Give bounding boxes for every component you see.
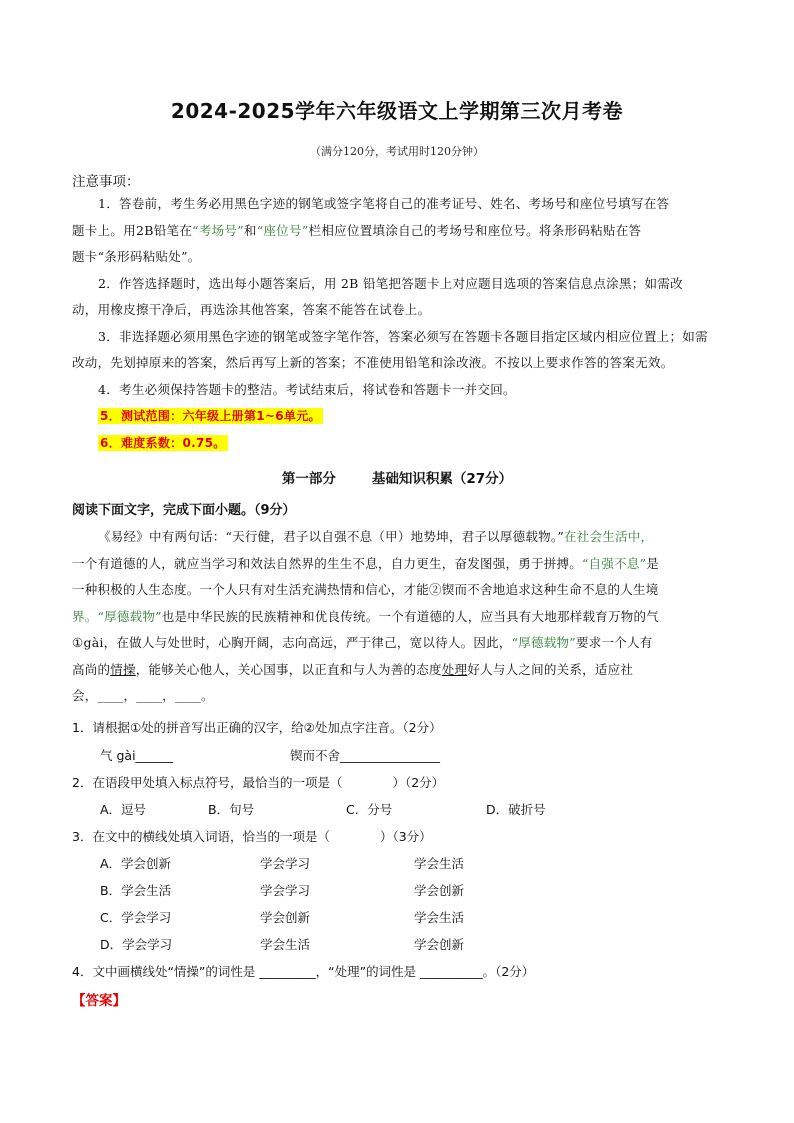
- question-3-option-b[interactable]: B．学会生活: [100, 883, 172, 898]
- question-1-blank-1[interactable]: 气 gài______: [100, 748, 174, 763]
- question-3-option-c-3: 学会生活: [414, 910, 465, 925]
- question-3: 3．在文中的横线处填入词语，恰当的一项是（ ）（3分）: [72, 829, 432, 844]
- notice-6: 6．难度系数：0.75。: [100, 435, 226, 450]
- question-2: 2．在语段甲处填入标点符号，最恰当的一项是（ ）（2分）: [72, 775, 445, 790]
- question-1-blank-2[interactable]: 锲而不舍________________: [290, 748, 441, 763]
- question-2-option-d[interactable]: D．破折号: [486, 802, 546, 817]
- question-3-option-b-2: 学会学习: [260, 883, 311, 898]
- question-1: 1．请根据①处的拼音写出正确的汉字，给②处加点字注音。（2分）: [72, 720, 442, 735]
- question-4: [72, 962, 534, 980]
- notice-2-line2: 动，用橡皮擦干净后，再选涂其他答案，答案不能答在试卷上。: [72, 302, 431, 317]
- question-3-option-d-2: 学会生活: [260, 937, 311, 952]
- reading-passage: 《易经》中有两句话：“天行健，君子以自强不息（甲）地势坤，君子以厚德载物。”在社会生活中， 一个有道德的人，就应当学习和效法自然界的生生不息，自力更生，奋发图强，勇于拼搏。“自强不息”是 一种积极的人生态度。一个人只有对生活充满热情和信心，才能②锲而不舍地追求这种生命不息的人生境 界。“厚德载物”也是中华民族的民族精神和优良传统。一个有道德的人，应当具有大地那样载育万物的气 ①gài，在做人与处世时，心胸开阔，志向高远，严于律己，宽以待人。因此，“厚德载物”要求一个人有 高尚的情操，能够关心他人，关心国事，以正直和与人为善的态度处理好人与人之间的关系，适应社 会，____，____，____。: [72, 529, 660, 703]
- question-3-option-a-3: 学会生活: [414, 856, 465, 871]
- question-2-option-a[interactable]: A．逗号: [100, 802, 147, 817]
- page-subtitle: （满分120分，考试用时120分钟）: [310, 145, 484, 158]
- section-heading: 第一部分 基础知识积累（27分）: [281, 471, 513, 487]
- question-3-option-b-3: 学会创新: [414, 883, 465, 898]
- question-3-option-d-3: 学会创新: [414, 937, 465, 952]
- question-2-option-b[interactable]: B．句号: [208, 802, 255, 817]
- question-3-option-c-2: 学会创新: [260, 910, 311, 925]
- notice-3-line2: 改动，先划掉原来的答案，然后再写上新的答案；不准使用铅笔和涂改液。不按以上要求作答的答案无效。: [72, 355, 674, 370]
- question-3-option-a[interactable]: A．学会创新: [100, 856, 172, 871]
- question-4-part-1[interactable]: 4．文中画横线处“情操”的词性是 _________，: [72, 964, 329, 979]
- notice-label: 注意事项：: [72, 174, 140, 190]
- page-title: 2024-2025学年六年级语文上学期第三次月考卷: [170, 99, 624, 123]
- question-2-option-c[interactable]: C．分号: [346, 802, 393, 817]
- question-3-option-c[interactable]: C．学会学习: [100, 910, 172, 925]
- reading-intro: 阅读下面文字，完成下面小题。（9分）: [72, 503, 296, 518]
- question-3-option-a-2: 学会学习: [260, 856, 311, 871]
- notice-5: 5．测试范围：六年级上册第1~6单元。: [100, 409, 321, 423]
- question-4-part-2[interactable]: “处理”的词性是 __________。（2分）: [328, 964, 535, 979]
- notice-2: 2．作答选择题时，选出每小题答案后，用 2B 铅笔把答题卡上对应题目选项的答案信息点涂黑；如需改: [98, 275, 683, 291]
- notice-1-line3: 题卡“条形码粘贴处”。: [72, 249, 201, 264]
- notice-1: 1．答卷前，考生务必用黑色字迹的钢笔或签字笔将自己的准考证号、姓名、考场号和座位号填写在答: [98, 196, 670, 211]
- notice-4: 4．考生必须保持答题卡的整洁。考试结束后，将试卷和答题卡一并交回。: [98, 381, 516, 397]
- notice-list: [72, 191, 724, 456]
- notice-3: 3．非选择题必须用黑色字迹的钢笔或签字笔作答，答案必须写在答题卡各题目指定区域内相应位置上；如需: [98, 328, 708, 344]
- question-3-option-d[interactable]: D．学会学习: [100, 937, 173, 952]
- answer-label: 【答案】: [72, 993, 126, 1009]
- notice-1-line2: 题卡上。用2B铅笔在“考场号”和“座位号”栏相应位置填涂自己的考场号和座位号。将条形码粘贴在答: [72, 222, 642, 238]
